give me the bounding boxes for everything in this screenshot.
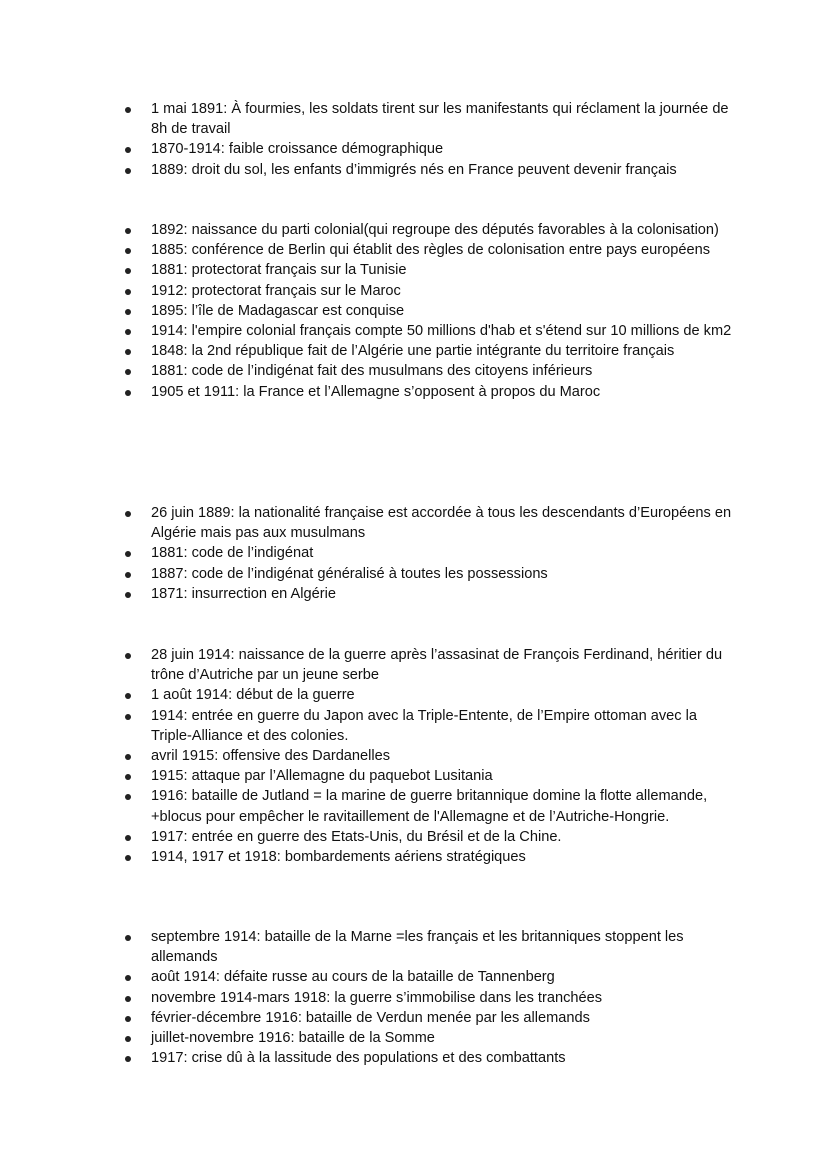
- item-text: 1 août 1914: début de la guerre: [151, 687, 355, 704]
- item-text: 1 mai 1891: À fourmies, les soldats tirent sur les manifestants qui réclament la journée de 8h de travail: [151, 101, 729, 138]
- item-text: 1912: protectorat français sur le Maroc: [151, 282, 401, 299]
- list-item: [0, 281, 828, 301]
- item-text: 1871: insurrection en Algérie: [151, 585, 336, 602]
- list-item: [0, 160, 828, 180]
- item-text: août 1914: défaite russe au cours de la bataille de Tannenberg: [151, 969, 555, 986]
- bullet-icon: [125, 228, 131, 234]
- bullet-icon: [125, 289, 131, 295]
- item-text: 1889: droit du sol, les enfants d’immigrés nés en France peuvent devenir français: [151, 161, 677, 178]
- bullet-icon: [125, 714, 131, 720]
- item-text: 26 juin 1889: la nationalité française est accordée à tous les descendants d’Européens en Algérie mais pas aux musulmans: [151, 505, 732, 542]
- list-item: [0, 988, 828, 1008]
- item-text: 1892: naissance du parti colonial(qui regroupe des députés favorables à la colonisation): [151, 222, 719, 238]
- bullet-icon: [125, 369, 131, 375]
- item-text: 1881: code de l’indigénat: [151, 545, 314, 562]
- item-text: 1881: protectorat français sur la Tunisie: [151, 262, 407, 279]
- list-item: [0, 967, 828, 987]
- list-item: [0, 786, 828, 826]
- list-item: [0, 341, 828, 361]
- list-item: [0, 584, 828, 604]
- list-item: [0, 543, 828, 563]
- item-text: juillet-novembre 1916: bataille de la Somme: [151, 1030, 435, 1047]
- section-3: [0, 503, 828, 604]
- item-text: 1916: bataille de Jutland = la marine de guerre britannique domine la flotte allemande, +blocus pour empêcher le ravitaillement de l'Allemagne et de l’Autriche-Hongrie.: [151, 788, 708, 825]
- item-text: septembre 1914: bataille de la Marne =les français et les britanniques stoppent les allemands: [151, 929, 684, 966]
- bullet-icon: [125, 754, 131, 760]
- bullet-icon: [125, 511, 131, 517]
- bullet-icon: [125, 935, 131, 941]
- bullet-icon: [125, 309, 131, 315]
- bullet-icon: [125, 248, 131, 254]
- section-2: [0, 220, 828, 402]
- list-item: [0, 645, 828, 685]
- list-item: [0, 1048, 828, 1068]
- section-5: [0, 927, 828, 1068]
- bullet-icon: [125, 168, 131, 174]
- bullet-icon: [125, 349, 131, 355]
- list-item: [0, 827, 828, 847]
- list-item: [0, 301, 828, 321]
- bullet-icon: [125, 572, 131, 578]
- list-item: [0, 99, 828, 139]
- section-1: [0, 99, 828, 180]
- bullet-icon: [125, 329, 131, 335]
- bullet-icon: [125, 1056, 131, 1062]
- bullet-icon: [125, 1036, 131, 1042]
- item-text: 1885: conférence de Berlin qui établit des règles de colonisation entre pays européens: [151, 242, 710, 259]
- list-item: [0, 139, 828, 159]
- bullet-icon: [125, 592, 131, 598]
- bullet-icon: [125, 774, 131, 780]
- bullet-icon: [125, 551, 131, 557]
- list-item: [0, 564, 828, 584]
- item-text: 1870-1914: faible croissance démographique: [151, 141, 444, 158]
- list-item: [0, 260, 828, 280]
- list-item: [0, 706, 828, 746]
- list-item: [0, 503, 828, 543]
- item-text: février-décembre 1916: bataille de Verdun menée par les allemands: [151, 1009, 590, 1026]
- bullet-icon: [125, 855, 131, 861]
- bullet-icon: [125, 653, 131, 659]
- bullet-icon: [125, 835, 131, 841]
- item-text: 1895: l’île de Madagascar est conquise: [151, 302, 405, 319]
- item-text: avril 1915: offensive des Dardanelles: [151, 748, 391, 765]
- item-text: 1917: entrée en guerre des Etats-Unis, du Brésil et de la Chine.: [151, 828, 562, 845]
- section-4: [0, 645, 828, 867]
- list-item: [0, 382, 828, 402]
- bullet-icon: [125, 107, 131, 113]
- list-item: [0, 220, 828, 240]
- item-text: 1887: code de l’indigénat généralisé à toutes les possessions: [151, 565, 548, 582]
- item-text: 1914: l'empire colonial français compte 50 millions d'hab et s'étend sur 10 millions de km2: [151, 323, 732, 340]
- bullet-icon: [125, 975, 131, 981]
- item-text: 28 juin 1914: naissance de la guerre après l’assasinat de François Ferdinand, héritier du trône d’Autriche par un jeune serbe: [151, 647, 723, 684]
- list-item: [0, 685, 828, 705]
- item-text: 1848: la 2nd république fait de l’Algérie une partie intégrante du territoire français: [151, 343, 675, 360]
- bullet-icon: [125, 390, 131, 396]
- list-item: [0, 927, 828, 967]
- list-item: [0, 361, 828, 381]
- bullet-icon: [125, 794, 131, 800]
- item-text: 1915: attaque par l’Allemagne du paquebot Lusitania: [151, 768, 493, 785]
- list-item: [0, 766, 828, 786]
- list-item: [0, 847, 828, 867]
- bullet-icon: [125, 693, 131, 699]
- list-item: [0, 321, 828, 341]
- bullet-icon: [125, 147, 131, 153]
- item-text: 1914: entrée en guerre du Japon avec la Triple-Entente, de l’Empire ottoman avec la Triple-Alliance et des colonies.: [151, 707, 697, 744]
- item-text: 1905 et 1911: la France et l’Allemagne s’opposent à propos du Maroc: [151, 383, 601, 400]
- list-item: [0, 1008, 828, 1028]
- list-item: [0, 1028, 828, 1048]
- item-text: novembre 1914-mars 1918: la guerre s’immobilise dans les tranchées: [151, 989, 603, 1006]
- item-text: 1914, 1917 et 1918: bombardements aériens stratégiques: [151, 849, 526, 866]
- list-item: [0, 746, 828, 766]
- bullet-icon: [125, 996, 131, 1002]
- list-item: [0, 240, 828, 260]
- bullet-icon: [125, 268, 131, 274]
- item-text: 1917: crise dû à la lassitude des populations et des combattants: [151, 1050, 566, 1067]
- item-text: 1881: code de l’indigénat fait des musulmans des citoyens inférieurs: [151, 363, 593, 380]
- bullet-icon: [125, 1016, 131, 1022]
